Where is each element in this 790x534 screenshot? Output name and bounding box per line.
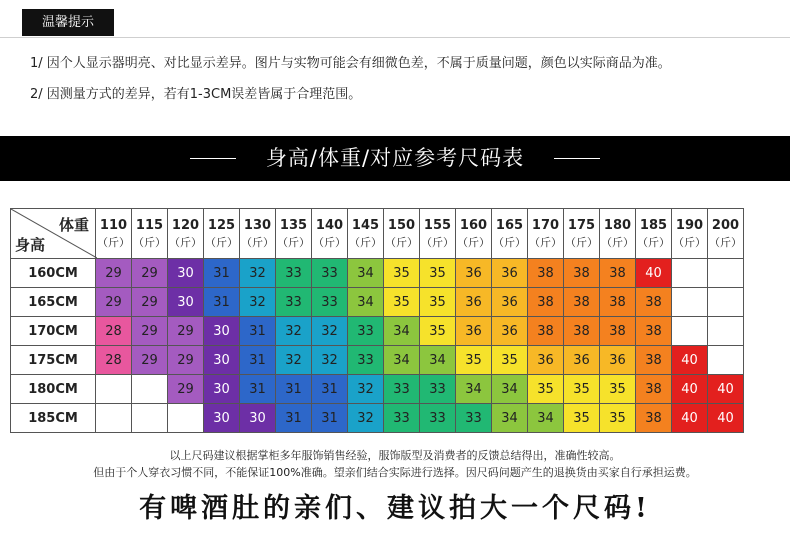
size-cell: 30 xyxy=(204,317,240,346)
size-cell: 40 xyxy=(672,404,708,433)
notice-divider xyxy=(0,37,790,38)
weight-value: 130 xyxy=(243,217,272,233)
size-cell: 31 xyxy=(276,404,312,433)
size-cell: 34 xyxy=(492,375,528,404)
weight-header-175 xyxy=(564,209,600,259)
size-cell: 35 xyxy=(564,404,600,433)
size-cell: 28 xyxy=(96,317,132,346)
size-cell: 33 xyxy=(276,259,312,288)
height-label: 180CM xyxy=(11,375,96,404)
weight-value: 120 xyxy=(171,217,200,233)
weight-value: 175 xyxy=(567,217,596,233)
size-cell: 32 xyxy=(276,317,312,346)
size-cell: 33 xyxy=(348,346,384,375)
weight-unit: （斤） xyxy=(313,235,346,249)
size-cell: 29 xyxy=(96,288,132,317)
weight-unit: （斤） xyxy=(529,235,562,249)
size-cell xyxy=(708,288,744,317)
weight-unit: （斤） xyxy=(565,235,598,249)
size-cell: 38 xyxy=(600,317,636,346)
weight-header-125 xyxy=(204,209,240,259)
weight-value: 170 xyxy=(531,217,560,233)
weight-value: 140 xyxy=(315,217,344,233)
size-cell: 30 xyxy=(204,404,240,433)
size-cell: 40 xyxy=(708,375,744,404)
size-cell: 31 xyxy=(312,375,348,404)
size-cell: 35 xyxy=(420,317,456,346)
size-cell: 31 xyxy=(240,375,276,404)
size-cell: 38 xyxy=(528,288,564,317)
height-row-180cm xyxy=(11,375,744,404)
weight-header-185 xyxy=(636,209,672,259)
weight-header-190 xyxy=(672,209,708,259)
size-cell: 32 xyxy=(348,404,384,433)
size-cell: 33 xyxy=(348,317,384,346)
weight-unit: （斤） xyxy=(601,235,634,249)
corner-weight-label: 体重 xyxy=(58,216,89,234)
size-cell: 35 xyxy=(384,288,420,317)
size-cell: 35 xyxy=(492,346,528,375)
size-cell: 29 xyxy=(132,317,168,346)
size-cell: 29 xyxy=(168,346,204,375)
size-cell: 36 xyxy=(492,317,528,346)
banner-rule-right xyxy=(554,158,600,159)
weight-value: 110 xyxy=(99,217,128,233)
weight-unit: （斤） xyxy=(241,235,274,249)
size-cell: 31 xyxy=(204,288,240,317)
size-cell: 38 xyxy=(636,288,672,317)
size-cell xyxy=(708,346,744,375)
size-cell: 30 xyxy=(168,288,204,317)
weight-header-110 xyxy=(96,209,132,259)
size-cell xyxy=(168,404,204,433)
weight-header-145 xyxy=(348,209,384,259)
size-cell: 36 xyxy=(456,288,492,317)
weight-header-135 xyxy=(276,209,312,259)
size-cell: 34 xyxy=(420,346,456,375)
size-cell xyxy=(672,288,708,317)
weight-header-155 xyxy=(420,209,456,259)
weight-header-row xyxy=(11,209,744,259)
weight-header-150 xyxy=(384,209,420,259)
size-cell: 38 xyxy=(636,404,672,433)
size-cell: 32 xyxy=(276,346,312,375)
corner-height-label: 身高 xyxy=(15,236,46,254)
height-row-175cm xyxy=(11,346,744,375)
size-cell: 35 xyxy=(600,375,636,404)
size-cell: 34 xyxy=(528,404,564,433)
size-cell: 32 xyxy=(312,346,348,375)
size-cell xyxy=(96,375,132,404)
weight-unit: （斤） xyxy=(205,235,238,249)
weight-value: 145 xyxy=(351,217,380,233)
size-cell: 31 xyxy=(276,375,312,404)
size-cell: 32 xyxy=(348,375,384,404)
size-cell: 38 xyxy=(600,288,636,317)
size-cell: 29 xyxy=(132,259,168,288)
size-cell: 35 xyxy=(384,259,420,288)
height-row-185cm xyxy=(11,404,744,433)
size-cell: 36 xyxy=(456,317,492,346)
size-cell: 30 xyxy=(204,346,240,375)
weight-header-165 xyxy=(492,209,528,259)
size-cell: 36 xyxy=(492,288,528,317)
size-cell: 31 xyxy=(312,404,348,433)
size-cell xyxy=(96,404,132,433)
weight-header-120 xyxy=(168,209,204,259)
size-cell xyxy=(132,375,168,404)
slogan: 有啤酒肚的亲们、建议拍大一个尺码! xyxy=(139,493,651,524)
size-cell: 31 xyxy=(240,317,276,346)
weight-unit: （斤） xyxy=(673,235,706,249)
weight-header-180 xyxy=(600,209,636,259)
height-row-165cm xyxy=(11,288,744,317)
weight-unit: （斤） xyxy=(277,235,310,249)
weight-header-140 xyxy=(312,209,348,259)
size-cell: 38 xyxy=(636,375,672,404)
weight-value: 150 xyxy=(387,217,416,233)
footer-line-2: 但由于个人穿衣习惯不同，不能保证100%准确。望亲们结合实际进行选择。因尺码问题产生的退换货由买家自行承担运费。 xyxy=(93,466,697,479)
size-cell: 38 xyxy=(528,259,564,288)
size-cell: 38 xyxy=(564,259,600,288)
size-cell: 35 xyxy=(564,375,600,404)
size-cell: 28 xyxy=(96,346,132,375)
size-cell: 34 xyxy=(384,346,420,375)
size-cell: 36 xyxy=(564,346,600,375)
size-cell: 36 xyxy=(492,259,528,288)
size-cell: 36 xyxy=(528,346,564,375)
size-cell: 32 xyxy=(240,288,276,317)
height-label: 185CM xyxy=(11,404,96,433)
footer-line-1: 以上尺码建议根据掌柜多年服饰销售经验，服饰版型及消费者的反馈总结得出，准确性较高。 xyxy=(169,449,621,462)
size-cell: 34 xyxy=(384,317,420,346)
weight-unit: （斤） xyxy=(709,235,742,249)
size-cell: 29 xyxy=(132,346,168,375)
size-cell: 30 xyxy=(168,259,204,288)
weight-value: 180 xyxy=(603,217,632,233)
size-cell: 38 xyxy=(564,288,600,317)
size-cell: 38 xyxy=(636,346,672,375)
size-cell xyxy=(708,259,744,288)
weight-value: 200 xyxy=(711,217,740,233)
size-cell xyxy=(672,317,708,346)
size-cell xyxy=(132,404,168,433)
size-cell: 30 xyxy=(204,375,240,404)
size-cell xyxy=(672,259,708,288)
size-cell: 38 xyxy=(564,317,600,346)
size-cell: 33 xyxy=(312,259,348,288)
notice-line-2: 2/ 因测量方式的差异，若有1-3CM误差皆属于合理范围。 xyxy=(30,87,362,102)
title-banner xyxy=(0,136,790,181)
size-cell: 32 xyxy=(312,317,348,346)
weight-header-170 xyxy=(528,209,564,259)
size-cell: 36 xyxy=(456,259,492,288)
size-cell: 40 xyxy=(708,404,744,433)
weight-value: 165 xyxy=(495,217,524,233)
height-label: 165CM xyxy=(11,288,96,317)
weight-value: 125 xyxy=(207,217,236,233)
weight-value: 115 xyxy=(135,217,164,233)
notice-line-1: 1/ 因个人显示器明亮、对比显示差异。图片与实物可能会有细微色差，不属于质量问题，颜色以实际商品为准。 xyxy=(30,56,671,71)
size-cell: 35 xyxy=(600,404,636,433)
size-cell: 36 xyxy=(600,346,636,375)
weight-header-160 xyxy=(456,209,492,259)
weight-unit: （斤） xyxy=(493,235,526,249)
size-cell: 38 xyxy=(528,317,564,346)
notice-tag: 温馨提示 xyxy=(22,9,114,36)
banner-title: 身高/体重/对应参考尺码表 xyxy=(265,146,525,170)
height-row-160cm xyxy=(11,259,744,288)
size-cell xyxy=(708,317,744,346)
size-cell: 35 xyxy=(456,346,492,375)
size-cell: 29 xyxy=(96,259,132,288)
weight-value: 190 xyxy=(675,217,704,233)
weight-unit: （斤） xyxy=(385,235,418,249)
size-cell: 35 xyxy=(420,288,456,317)
height-label: 160CM xyxy=(11,259,96,288)
size-cell: 29 xyxy=(132,288,168,317)
size-cell: 35 xyxy=(528,375,564,404)
size-cell: 33 xyxy=(276,288,312,317)
weight-unit: （斤） xyxy=(637,235,670,249)
size-cell: 40 xyxy=(672,346,708,375)
size-cell: 33 xyxy=(312,288,348,317)
weight-unit: （斤） xyxy=(457,235,490,249)
size-cell: 34 xyxy=(456,375,492,404)
weight-value: 160 xyxy=(459,217,488,233)
size-cell: 33 xyxy=(420,375,456,404)
weight-unit: （斤） xyxy=(133,235,166,249)
size-cell: 38 xyxy=(636,317,672,346)
size-cell: 40 xyxy=(672,375,708,404)
weight-unit: （斤） xyxy=(169,235,202,249)
height-row-170cm xyxy=(11,317,744,346)
weight-unit: （斤） xyxy=(97,235,130,249)
size-cell: 34 xyxy=(348,288,384,317)
weight-value: 185 xyxy=(639,217,668,233)
size-cell: 30 xyxy=(240,404,276,433)
size-cell: 29 xyxy=(168,317,204,346)
size-cell: 29 xyxy=(168,375,204,404)
size-cell: 31 xyxy=(204,259,240,288)
height-label: 170CM xyxy=(11,317,96,346)
weight-header-130 xyxy=(240,209,276,259)
weight-unit: （斤） xyxy=(349,235,382,249)
weight-value: 155 xyxy=(423,217,452,233)
corner-cell xyxy=(11,209,96,259)
size-cell: 31 xyxy=(240,346,276,375)
weight-value: 135 xyxy=(279,217,308,233)
size-cell: 38 xyxy=(600,259,636,288)
weight-header-200 xyxy=(708,209,744,259)
size-cell: 34 xyxy=(492,404,528,433)
size-cell: 34 xyxy=(348,259,384,288)
size-cell: 33 xyxy=(384,404,420,433)
height-label: 175CM xyxy=(11,346,96,375)
size-cell: 40 xyxy=(636,259,672,288)
size-cell: 33 xyxy=(456,404,492,433)
weight-header-115 xyxy=(132,209,168,259)
size-cell: 33 xyxy=(420,404,456,433)
size-chart-table xyxy=(10,208,744,433)
size-cell: 33 xyxy=(384,375,420,404)
size-cell: 32 xyxy=(240,259,276,288)
weight-unit: （斤） xyxy=(421,235,454,249)
size-cell: 35 xyxy=(420,259,456,288)
